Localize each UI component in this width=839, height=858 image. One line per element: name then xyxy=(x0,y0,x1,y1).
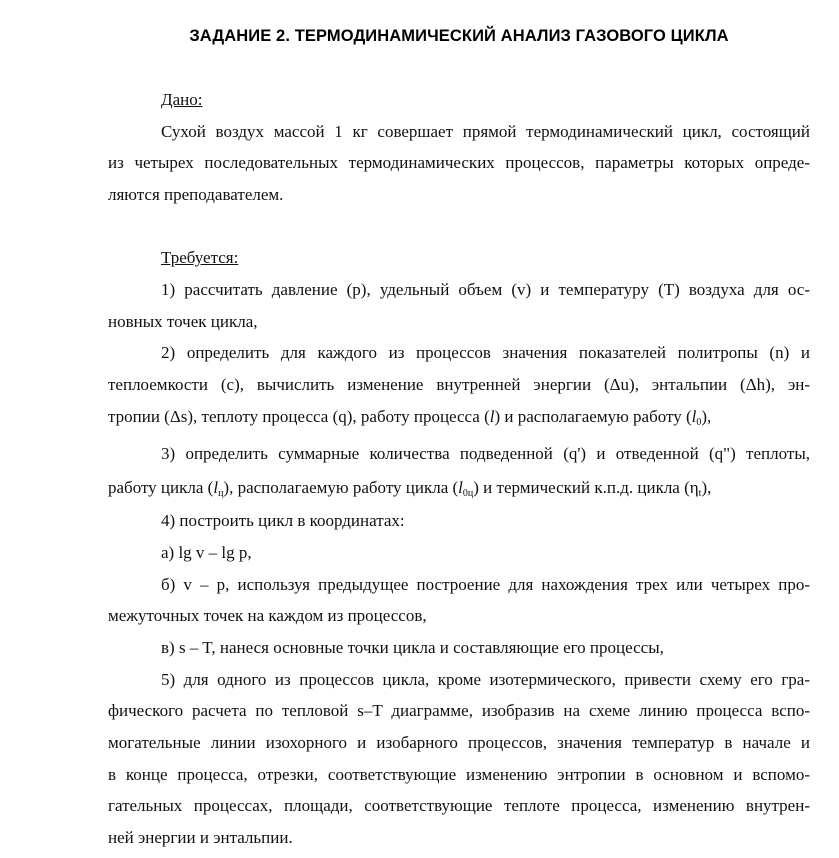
item4-c: в) s – T, нанеся основные точки цикла и составляющие его процессы, xyxy=(161,638,664,657)
item2-line-3-text-c: ), xyxy=(701,407,712,426)
item5-line-4: в конце процесса, отрезки, соответствующие изменению энтропии в основном и вспомо- xyxy=(108,765,810,784)
item3-line-2-text-d: ), xyxy=(701,478,712,497)
item4-b-line-1: б) v – p, используя предыдущее построение для нахождения трех или четырех про- xyxy=(161,575,810,594)
item3-line-2 xyxy=(108,477,810,499)
item2-line-3-text-b: ) и располагаемую работу ( xyxy=(494,407,692,426)
item2-line-1: 2) определить для каждого из процессов значения показателей политропы (n) и xyxy=(161,343,810,362)
cycle-available-work-subscript: 0ц xyxy=(462,488,474,499)
item3-line-2-text-b: ), располагаемую работу цикла ( xyxy=(223,478,459,497)
required-heading xyxy=(161,247,810,269)
item5-line-3: могательные линии изохорного и изобарного процессов, значения температур в начале и xyxy=(108,733,810,752)
cycle-available-work-symbol: l xyxy=(458,478,463,497)
given-line-2: из четырех последовательных термодинамических процессов, параметры которых опреде- xyxy=(108,153,810,172)
item3-line-2-text-a: работу цикла ( xyxy=(108,478,214,497)
item3-line-2-text-c: ) и термический к.п.д. цикла (η xyxy=(473,478,699,497)
item4-a: а) lg v – lg p, xyxy=(161,543,252,562)
item3-line-1: 3) определить суммарные количества подведенной (q') и отведенной (q") теплоты, xyxy=(161,444,810,463)
required-heading-text: Требуется: xyxy=(161,248,239,267)
item2-line-3 xyxy=(108,406,810,428)
item5-line-5: гательных процессах, площади, соответствующие теплоте процесса, изменению внутрен- xyxy=(108,796,810,815)
given-line-3: ляются преподавателем. xyxy=(108,185,284,204)
given-line-1: Сухой воздух массой 1 кг совершает прямой термодинамический цикл, состоящий xyxy=(161,122,810,141)
item1-line-1: 1) рассчитать давление (p), удельный объем (v) и температуру (T) воздуха для ос- xyxy=(161,280,810,299)
efficiency-subscript: t xyxy=(698,488,702,499)
item5-line-6: ней энергии и энтальпии. xyxy=(108,828,293,847)
available-work-subscript: 0 xyxy=(696,417,702,428)
item5-line-1: 5) для одного из процессов цикла, кроме изотермического, привести схему его гра- xyxy=(161,670,810,689)
available-work-symbol: l xyxy=(691,407,697,426)
page-title: ЗАДАНИЕ 2. ТЕРМОДИНАМИЧЕСКИЙ АНАЛИЗ ГАЗОВОГО ЦИКЛА xyxy=(189,27,729,45)
cycle-work-symbol: l xyxy=(213,478,219,497)
item4-line-1: 4) построить цикл в координатах: xyxy=(161,511,405,530)
item2-line-3-text-a: тропии (Δs), теплоту процесса (q), работу процесса ( xyxy=(108,407,490,426)
given-heading-text: Дано: xyxy=(161,90,203,109)
item1-line-2: новных точек цикла, xyxy=(108,312,258,331)
cycle-work-subscript: ц xyxy=(218,488,224,499)
item4-b-line-2: межуточных точек на каждом из процессов, xyxy=(108,606,427,625)
given-heading xyxy=(161,89,810,111)
item2-line-2: теплоемкости (c), вычислить изменение внутренней энергии (Δu), энтальпии (Δh), эн- xyxy=(108,375,810,394)
item5-line-2: фического расчета по тепловой s–T диаграмме, изобразив на схеме линию процесса вспо- xyxy=(108,701,810,720)
work-symbol: l xyxy=(489,407,495,426)
